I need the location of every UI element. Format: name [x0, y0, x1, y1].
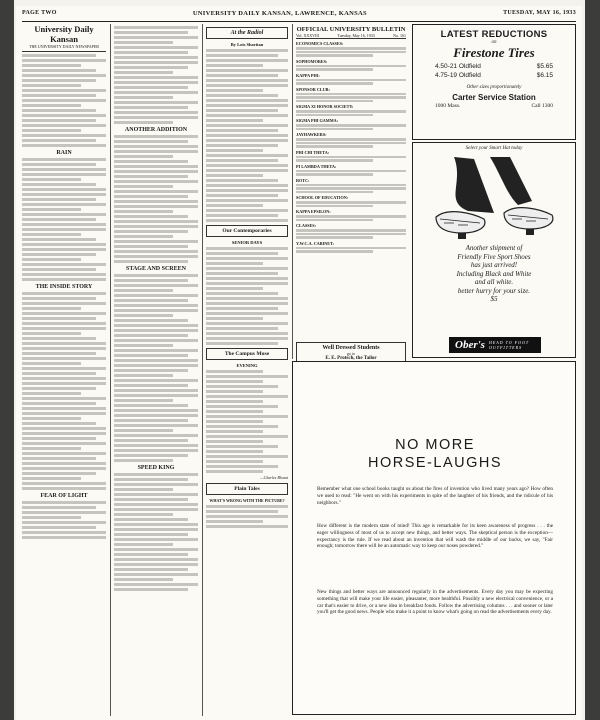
- bulletin-notice-title: SCHOOL OF EDUCATION:: [296, 195, 349, 200]
- obers-copy-line: and all white.: [474, 278, 514, 286]
- page-number: PAGE TWO: [22, 10, 57, 16]
- firestone-brand: Firestone Tires: [453, 45, 535, 60]
- firestone-price-row: [413, 72, 575, 79]
- obers-copy-line: Including Black and White: [456, 269, 532, 278]
- radio-box: [206, 27, 288, 39]
- bulletin-title: OFFICIAL UNIVERSITY BULLETIN: [296, 26, 406, 33]
- horse-laughs-headline: [293, 436, 577, 472]
- tailor-ad-name: E. E. Protsch, the Tailor: [325, 356, 377, 361]
- column-rule: [110, 24, 111, 716]
- tire-size: 4.75-19 Oldfield: [435, 72, 481, 79]
- plain-tales-box: [206, 483, 288, 495]
- radio-title: At the Radiol: [230, 30, 264, 36]
- station-phone: Call 1300: [531, 103, 553, 109]
- horse-laughs-headline-line1: NO MORE: [395, 437, 475, 453]
- senior-days-title: SENIOR DAYS: [231, 240, 263, 245]
- bulletin-volume: Vol. XXXVIII: [296, 33, 320, 38]
- bulletin-notice-title: ROTC:: [296, 177, 310, 183]
- campus-muse-title: The Campus Muse: [224, 351, 270, 357]
- bulletin-date: Tuesday, May 16, 1933: [337, 33, 375, 38]
- tire-size: 4.50-21 Oldfield: [435, 63, 481, 70]
- horse-laughs-headline-line2: HORSE-LAUGHS: [367, 455, 503, 471]
- column-rule: [202, 24, 203, 716]
- tailor-ad-sub: go to: [346, 351, 356, 356]
- headline-speed-king: SPEED KING: [137, 465, 175, 471]
- station-address: 1000 Mass.: [435, 103, 461, 109]
- obers-copy: [413, 244, 575, 304]
- service-station-name: Carter Service Station: [452, 93, 536, 102]
- obers-copy-line: better hurry for your size.: [457, 286, 531, 295]
- bulletin-notices: [296, 41, 406, 253]
- obers-hat-line: Select your Smart Hat today: [465, 146, 523, 151]
- bulletin-number: No. 161: [393, 33, 406, 38]
- campus-muse-box: [206, 348, 288, 360]
- tailor-ad-title: Well Dressed Students: [322, 345, 380, 351]
- firestone-other-sizes: Other sizes proportionately: [466, 85, 522, 90]
- header-rule: [22, 21, 576, 22]
- bulletin-header: [296, 26, 406, 39]
- firestone-ad: [412, 24, 576, 140]
- headline-fear-of-light: FEAR OF LIGHT: [40, 493, 88, 499]
- horse-laughs-paragraph: New things and better ways are announced regularly in the advertisements. Every day you may be expecting something that will make your life easier, pleasanter, more healthful. Possibly a new electrical convenience, or a car that's easier to drive, or a new idea in breakfast foods. Follow the advertising columns . . . and sooner or later you'll get the good news. People who make it a point to know what's going on read the advertisements every day.: [317, 589, 553, 616]
- radio-byline: By Lois Sharitan: [230, 42, 264, 47]
- headline-another-addition: ANOTHER ADDITION: [124, 127, 188, 133]
- plain-tales-title: Plain Tales: [234, 486, 260, 492]
- horse-laughs-paragraph: Remember what one school books taught us about the fires of invention who lived many years ago? How often we used to read: "He went on with his experiments in spite of the laughter of his friends, and the ridicule of his neighbors.": [317, 486, 553, 506]
- obers-logo: [449, 337, 541, 353]
- tire-price: $5.65: [536, 63, 553, 70]
- obers-copy-line: Another shipment of: [465, 244, 523, 252]
- obers-logo-sub: HEAD TO FOOT OUTFITTERS: [488, 340, 530, 350]
- evening-byline: —Charles Blount: [260, 475, 288, 480]
- viewer-right-frame: [585, 0, 600, 720]
- horse-laughs-ad: [292, 361, 576, 715]
- contemporaries-title: Our Contemporaries: [222, 228, 272, 234]
- bulletin-notice-title: Y.W.C.A. CABINET:: [296, 240, 334, 246]
- evening-title: EVENING: [236, 363, 258, 368]
- firestone-on: on: [491, 40, 497, 45]
- masthead: [22, 24, 106, 52]
- bulletin-notice-title: SPONSOR CLUB:: [296, 86, 330, 92]
- bulletin-notice-title: KAPPA EPSILON:: [296, 209, 331, 214]
- bulletin-notice-title: SIGMA PHI GAMMA:: [296, 118, 339, 123]
- obers-price: $5: [490, 295, 498, 303]
- headline-rain: RAIN: [56, 150, 72, 156]
- column-rule: [292, 24, 293, 359]
- column-editorial: [22, 24, 106, 716]
- contemporaries-box: [206, 225, 288, 237]
- newspaper-page: [16, 6, 582, 720]
- bulletin-notice-title: PI LAMBDA THETA:: [296, 163, 337, 169]
- firestone-headline: LATEST REDUCTIONS: [440, 29, 548, 40]
- running-header: [22, 10, 576, 20]
- obers-copy-line: Friendly Five Sport Shoes: [457, 252, 531, 261]
- column-columns: [206, 24, 288, 716]
- tire-price: $6.15: [536, 72, 553, 79]
- issue-date: TUESDAY, MAY 16, 1933: [503, 10, 576, 16]
- obers-logo-text: Ober's: [455, 339, 485, 351]
- masthead-title: University Daily Kansan: [34, 24, 94, 44]
- headline-stage-and-screen: STAGE AND SCREEN: [126, 266, 186, 272]
- official-bulletin: [296, 24, 406, 356]
- viewer-left-frame: [0, 0, 14, 720]
- firestone-price-row: [413, 63, 575, 70]
- plain-tales-subtitle: WHAT'S WRONG WITH THE PICTURE?: [209, 498, 285, 503]
- column-features: [114, 24, 198, 716]
- paper-title: UNIVERSITY DAILY KANSAN, LAWRENCE, KANSAS: [192, 10, 367, 17]
- bulletin-notice-title: JAYHAWKERS:: [296, 132, 327, 137]
- bulletin-notice-title: PHI CHI THETA:: [296, 149, 330, 155]
- masthead-subtitle: THE UNIVERSITY DAILY NEWSPAPER: [29, 44, 99, 49]
- bulletin-notice-title: SIGMA XI HONOR SOCIETY:: [296, 104, 354, 109]
- horse-laughs-paragraph: How different is the modern state of mind! This age is remarkable for its keen awareness of progress . . . the eager willingness of most of us to accept new things, and better ways. The skeptical person is the exception—expectancy is the rule. If we read about an invention that will wash the middle of our backs, we say, "Fair enough; tomorrow there will be an automatic way to keep our noses powdered.": [317, 523, 553, 550]
- bulletin-notice-title: CLASSES:: [296, 223, 317, 228]
- bulletin-notice-title: ECONOMICS CLASSES:: [296, 41, 344, 46]
- shoes-illustration: [414, 153, 574, 241]
- bulletin-notice-title: SOPHOMORES:: [296, 58, 328, 64]
- bulletin-notice-title: KAPPA PHI:: [296, 72, 320, 78]
- obers-copy-line: has just arrived!: [470, 261, 518, 269]
- headline-inside-story: THE INSIDE STORY: [35, 284, 93, 290]
- obers-ad: [412, 142, 576, 358]
